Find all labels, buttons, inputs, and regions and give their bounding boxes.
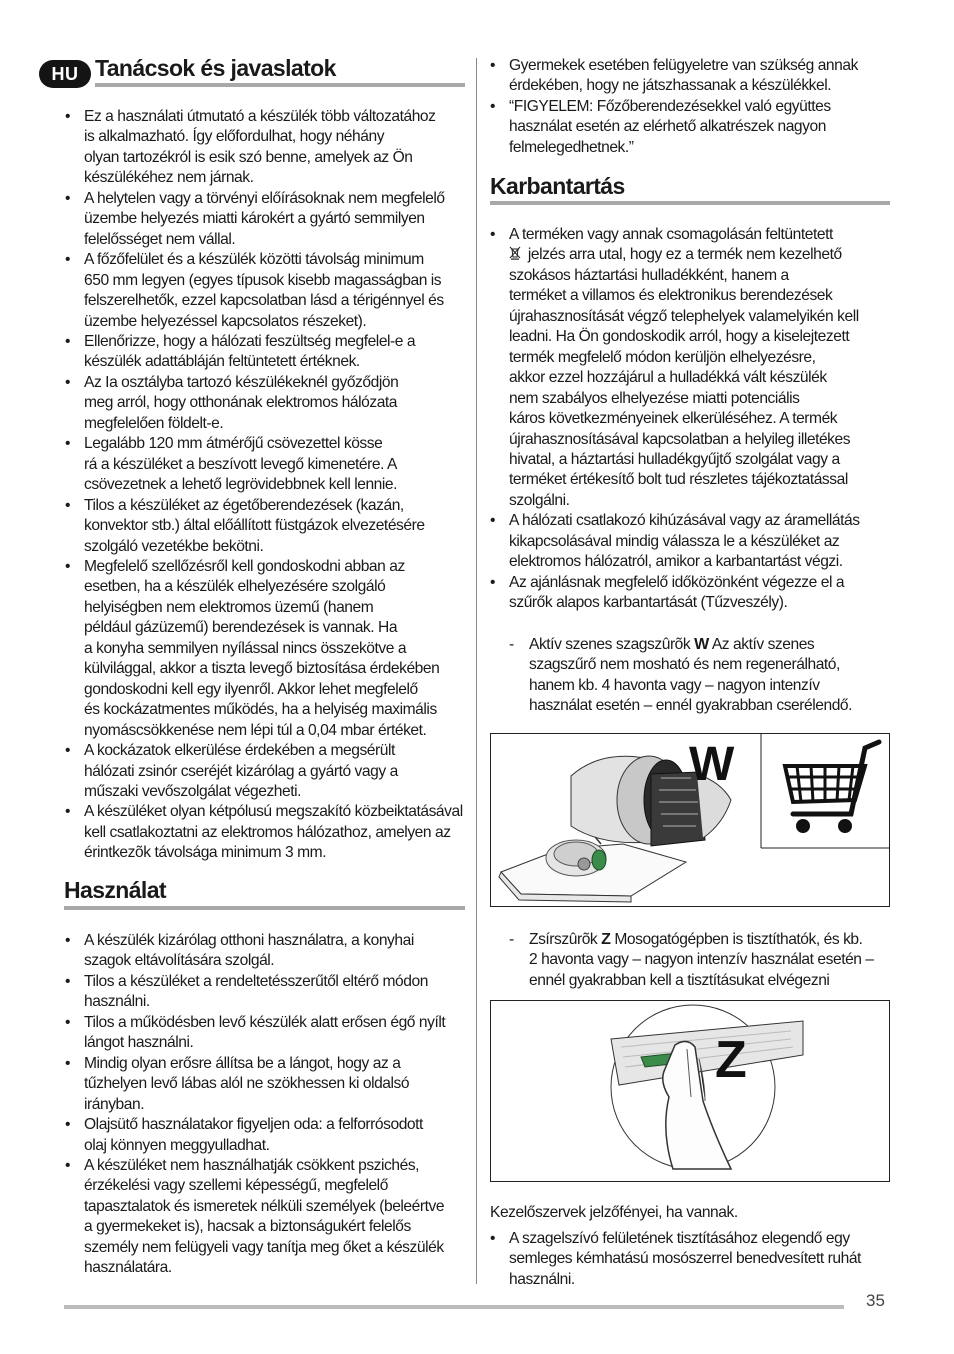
list-line: nyomáscsökkenése nem lépi túl a 0,04 mbar értéket.	[84, 721, 427, 739]
section-title-tips: Tanácsok és javaslatok	[95, 55, 336, 81]
list-line: érdekében, hogy ne játszhassanak a készülékkel.	[509, 77, 832, 95]
list-line: érzékelési vagy szellemi képességű, megfelelő	[84, 1177, 388, 1195]
list-line: csövezetnek a lehető legrövidebbnek kell lennie.	[84, 476, 398, 494]
list-line: személy nem felügyeli vagy tanítja meg őket a készülék	[84, 1238, 444, 1256]
list-line: tűzhelyen levő lábas alól ne szökhessen ki oldalsó	[84, 1075, 410, 1093]
list-line: A készüléket olyan kétpólusú megszakító közbeiktatásával	[84, 803, 463, 821]
usage-cont-list	[487, 56, 892, 158]
list-line: A terméken vagy annak csomagolásán feltüntetett	[509, 226, 833, 243]
list-item	[62, 1013, 467, 1054]
shopping-cart-icon	[767, 736, 887, 846]
crossed-bin-icon	[509, 246, 521, 260]
list-line: jelzés arra utal, hogy ez a termék nem kezelhető	[527, 246, 842, 264]
section-title-maintenance: Karbantartás	[490, 173, 625, 199]
list-line: Gyermekek esetében felügyeletre van szükség annak	[509, 57, 858, 74]
list-line: üzembe helyezéssel kapcsolatos részeket).	[84, 312, 367, 330]
list-line: érintkezõk távolsága minimum 3 mm.	[84, 844, 327, 862]
list-line: kikapcsolásával mindig válassza le a készüléket az	[509, 532, 840, 550]
list-line: “FIGYELEM: Főzőberendezésekkel való együttes	[509, 97, 831, 115]
list-line: is alkalmazható. Így előfordulhat, hogy néhány	[84, 128, 385, 146]
text-line: szagszűrő nem mosható és nem regenerálható,	[529, 656, 840, 674]
list-line: Legalább 120 mm átmérőjű csövezettel kösse	[84, 435, 383, 453]
footer-rule	[64, 1305, 844, 1309]
list-line: Az ajánlásnak megfelelő időközönként végezze el a	[509, 573, 845, 591]
list-line: leadni. Ha Ön gondoskodik arról, hogy a kiselejtezett	[509, 328, 850, 346]
section-rule	[64, 906, 465, 910]
figure-grease-filter	[490, 1000, 890, 1182]
list-item	[62, 332, 467, 373]
list-line: Ez a használati útmutató a készülék több változatához	[84, 108, 436, 125]
list-line: gondoskodni kell egy ilyenről. Akkor lehet megfelelő	[84, 680, 418, 698]
usage-list	[62, 931, 467, 1279]
list-line: esetben, ha a készülék elhelyezésére szolgáló	[84, 578, 386, 596]
list-line: és kockázatmentes működés, ha a helyiség maximális	[84, 701, 437, 719]
list-line: műszaki vevőszolgálat végezheti.	[84, 782, 302, 800]
figure-letter-w: W	[689, 738, 735, 791]
list-line: használni.	[84, 993, 150, 1011]
text-line: hanem kb. 4 havonta vagy – nagyon intenzív	[529, 676, 820, 694]
list-line: szagok eltávolítására szolgál.	[84, 952, 275, 970]
list-line: káros következményeinek elkerüléséhez. A termék	[509, 410, 838, 428]
section-rule	[490, 201, 890, 205]
grease-filter-name: Zsírszûrõk	[529, 931, 598, 948]
list-item	[487, 1229, 892, 1290]
text-line: ennél gyakrabban kell a tisztításukat elvégezni	[529, 971, 830, 989]
list-line: semleges kémhatású mosószerrel benedvesített ruhát	[509, 1250, 861, 1268]
list-item	[62, 1156, 467, 1279]
list-item	[62, 250, 467, 332]
list-line: hálózati zsinór cseréjét kizárólag a gyártó vagy a	[84, 762, 398, 780]
list-line: kell csatlakoztatni az elektromos hálózathoz, amelyen az	[84, 823, 451, 841]
list-line: A készüléket nem használhatják csökkent pszichés,	[84, 1156, 420, 1174]
maintenance-list	[487, 225, 892, 614]
list-line: olyan tartozékról is esik szó benne, amelyek az Ön	[84, 148, 413, 166]
list-line: használat esetén az elérhető alkatrészek nagyon	[509, 118, 826, 136]
list-line: külvilággal, akkor a tiszta levegő biztosítása érdekében	[84, 660, 440, 678]
list-line: irányban.	[84, 1095, 145, 1113]
section-title-usage: Használat	[64, 877, 166, 903]
list-line: terméket a villamos és elektronikus berendezések	[509, 287, 833, 305]
list-line: elektromos hálózatról, amikor a karbantartást végzi.	[509, 553, 843, 571]
list-item	[62, 972, 467, 1013]
list-line: üzembe helyezés miatti károkért a gyártó semmilyen	[84, 210, 425, 228]
list-line: megfelelően földelt-e.	[84, 414, 224, 432]
list-line: Ellenőrizze, hogy a hálózati feszültség megfelel-e a	[84, 332, 416, 350]
list-line: A szagelszívó felületének tisztításához elegendő egy	[509, 1230, 850, 1247]
list-item	[62, 741, 467, 802]
list-line: tapasztalatok és ismeretek nélküli személyek (beleértve	[84, 1197, 445, 1215]
carbon-filter-letter: W	[694, 636, 709, 653]
list-line: hivatal, a háztartási hulladékgyűjtő szolgálat vagy a	[509, 450, 840, 468]
list-line: Mindig olyan erősre állítsa be a lángot, hogy az a	[84, 1054, 401, 1072]
list-line: A hálózati csatlakozó kihúzásával vagy az áramellátás	[509, 512, 860, 530]
figure-carbon-filter	[490, 733, 890, 907]
list-line: szokásos háztartási hulladékként, hanem a	[509, 266, 789, 284]
list-item	[487, 225, 892, 511]
list-item	[62, 557, 467, 741]
list-line: Az Ia osztályba tartozó készülékeknél győződjön	[84, 373, 399, 391]
list-line: Tilos a készüléket a rendeltetésszerűtől eltérő módon	[84, 972, 428, 990]
list-line: rá a készüléket a beszívott levegő kimenetére. A	[84, 455, 397, 473]
figure-letter-z: Z	[715, 1031, 747, 1089]
list-line: felelősséget nem vállal.	[84, 230, 236, 248]
text-line: 2 havonta vagy – nagyon intenzív használat esetén –	[529, 951, 874, 969]
list-line: terméket értékesítő bolt tud részletes tájékoztatással	[509, 471, 848, 489]
list-item	[62, 107, 467, 189]
list-line: újrahasznosítását végző telephelyek valamelyikén kell	[509, 307, 859, 325]
list-line: 650 mm legyen (egyes típusok kisebb magasságban is	[84, 271, 442, 289]
grease-filter-letter: Z	[601, 931, 611, 948]
column-divider	[476, 58, 477, 1284]
carbon-filter-item: - Aktív szenes szagszûrõk W Az aktív szenes szagszűrő nem mosható és nem regenerálható, hanem kb. 4 havonta vagy – nagyon intenzív használat esetén – ennél gyakrabban cserélendő.	[509, 636, 853, 715]
list-line: A készülék kizárólag otthoni használatra, a konyhai	[84, 932, 414, 949]
list-item	[62, 496, 467, 557]
list-line: Megfelelő szellőzésről kell gondoskodni abban az	[84, 557, 405, 575]
list-line: termék megfelelő módon kerüljön elhelyezésre,	[509, 348, 816, 366]
final-list	[487, 1229, 892, 1290]
list-line: felmelegedhetnek.”	[509, 138, 634, 156]
list-line: Tilos a működésben levő készülék alatt erősen égő nyílt	[84, 1013, 446, 1031]
grease-filter-hand-illustration	[491, 1001, 889, 1181]
list-item	[62, 373, 467, 434]
list-item	[487, 573, 892, 614]
list-item	[62, 931, 467, 972]
list-line: konvektor stb.) által előállított füstgázok elvezetésére	[84, 517, 425, 535]
list-line: szolgáló vezetékbe bekötni.	[84, 537, 264, 555]
list-line: olaj könnyen meggyulladhat.	[84, 1136, 270, 1154]
list-line: Olajsütő használatakor figyeljen oda: a felforrósodott	[84, 1116, 423, 1134]
list-line: A főzőfelület és a készülék közötti távolság minimum	[84, 251, 424, 269]
text-line: használat esetén – ennél gyakrabban cserélendő.	[529, 697, 853, 715]
list-line: a konyha semmilyen nyílással nincs összekötve a	[84, 639, 407, 657]
list-item	[62, 1054, 467, 1115]
list-line: nem szabályos elhelyezése miatti potenciális	[509, 389, 800, 407]
list-item	[487, 97, 892, 158]
list-item	[487, 511, 892, 572]
list-line: készülékéhez nem járnak.	[84, 169, 254, 187]
list-line: használatára.	[84, 1259, 172, 1277]
list-line: helyiségben nem elektromos üzemű (hanem	[84, 598, 374, 616]
list-line: használni.	[509, 1270, 575, 1288]
list-line: például gázüzemű) berendezések is vannak. Ha	[84, 619, 398, 637]
list-line: lángot használni.	[84, 1034, 194, 1052]
list-item	[62, 802, 467, 863]
text-line: Az aktív szenes	[711, 636, 815, 653]
grease-filter-item: - Zsírszûrõk Z Mosogatógépben is tisztíthatók, és kb. 2 havonta vagy – nagyon intenzív használat esetén – ennél gyakrabban kell a tisztításukat elvégezni	[509, 931, 874, 989]
list-line: A kockázatok elkerülése érdekében a megsérült	[84, 742, 395, 760]
list-line: felszerelhetők, ezzel kapcsolatban lásd a térigénnyel és	[84, 292, 444, 310]
list-line: újrahasznosításával kapcsolatban a helyileg illetékes	[509, 430, 851, 448]
page-number: 35	[866, 1291, 885, 1310]
text-line: Mosogatógépben is tisztíthatók, és kb.	[614, 931, 863, 948]
language-badge: HU	[39, 60, 91, 88]
list-line: akkor ezzel hozzájárul a hulladékká vált készülék	[509, 369, 827, 387]
list-line: A helytelen vagy a törvényi előírásoknak nem megfelelő	[84, 189, 445, 207]
list-line: készülék adattábláján feltüntetett értéknek.	[84, 353, 360, 371]
list-item	[487, 56, 892, 97]
list-item	[62, 189, 467, 250]
indicators-text: Kezelőszervek jelzőfényei, ha vannak.	[490, 1204, 738, 1221]
tips-list	[62, 107, 467, 864]
list-line: Tilos a készüléket az égetőberendezések (kazán,	[84, 496, 404, 514]
list-line: a gyermekeket is), hacsak a biztonságukért felelős	[84, 1218, 411, 1236]
list-line: szűrők alapos karbantartását (Tűzveszély).	[509, 594, 788, 612]
list-line: meg arról, hogy otthonának elektromos hálózata	[84, 394, 398, 412]
list-item	[62, 434, 467, 495]
section-rule	[95, 83, 465, 87]
list-item	[62, 1115, 467, 1156]
carbon-filter-name: Aktív szenes szagszûrõk	[529, 636, 691, 653]
list-line: szolgálni.	[509, 491, 570, 509]
